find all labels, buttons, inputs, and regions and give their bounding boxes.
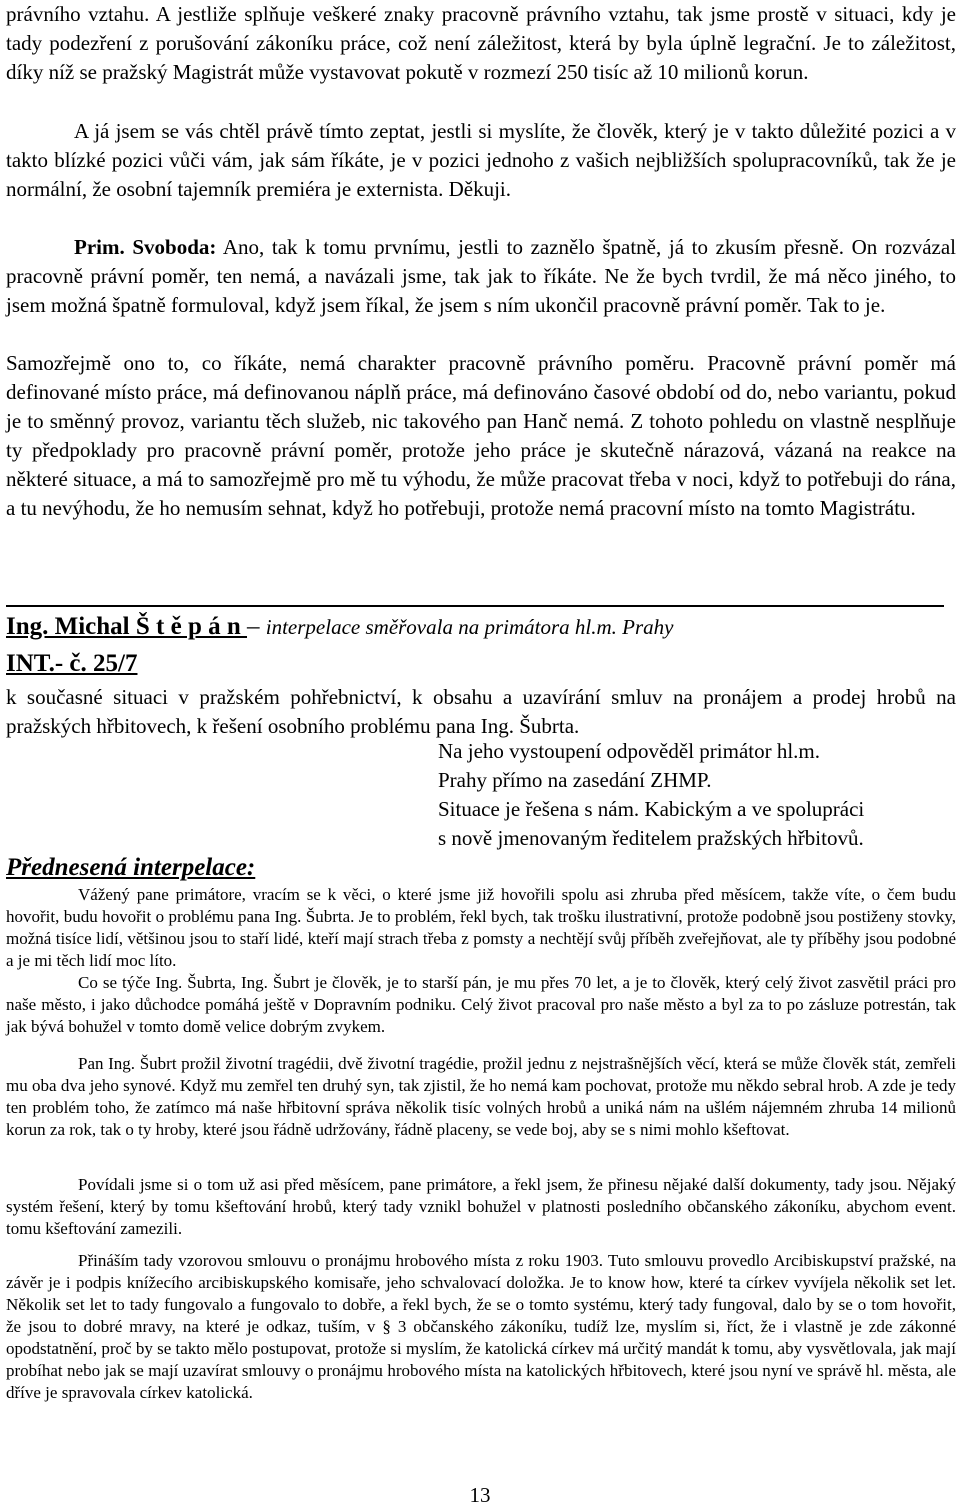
reply-line: s nově jmenovaným ředitelem pražských hřbitovů.	[438, 826, 864, 850]
page-number: 13	[469, 1483, 491, 1507]
presented-heading: Přednesená interpelace:	[6, 854, 256, 881]
reply-line: Situace je řešena s nám. Kabickým a ve spolupráci	[438, 797, 865, 821]
interpellation-number: INT.- č. 25/7	[6, 650, 138, 677]
section-divider	[6, 605, 944, 607]
body-paragraph-1: Vážený pane primátore, vracím se k věci, o které jsme již hovořili spolu asi zhruba před měsícem, takže víte, o čem budu hovořit, budu hovořit o problému pana Ing. Šubrta. Je to problém, řekl bych, tak trošku ilustrativní, protože podobně jsou postiženy stovky, možná tisíce lidí, většinou jsou to staří lidé, kteří mají strach třeba z pomsty a nechtějí svůj příběh zveřejňovat, ale ty příběhy jsou podobné a je mi těch lidí moc líto.	[6, 885, 956, 970]
author-name: Ing. Michal Š t ě p á n	[6, 613, 248, 640]
heading-dash: –	[247, 613, 266, 640]
reply-line: Prahy přímo na zasedání ZHMP.	[438, 768, 712, 792]
reply-note	[438, 737, 958, 853]
directed-to: interpelace směřovala na primátora hl.m. Prahy	[265, 615, 674, 639]
interpellation-heading	[6, 611, 956, 643]
reply-line: Na jeho vystoupení odpověděl primátor hl.m.	[438, 739, 821, 763]
paragraph-top-1: právního vztahu. A jestliže splňuje veškeré znaky pracovně právního vztahu, tak jsme prostě v situaci, kdy je tady podezření z porušování zákoníku práce, což není záležitost, která by byla úplně legrační. Je to záležitost, díky níž se pražský Magistrát může vystavovat pokutě v rozmezí 250 tisíc až 10 milionů korun.	[6, 2, 956, 84]
reply-text: Ano, tak k tomu prvnímu, jestli to zaznělo špatně, já to zkusím přesně. On rozvázal pracovně právní poměr, ten nemá, a navázali jsme, tak jak to říkáte. Ne že bych tvrdil, že má něco jiného, to jsem možná špatně formuloval, když jsem říkal, že jsem s ním ukončil pracovně právní poměr. Tak to je.	[6, 235, 956, 317]
body-paragraph-4: Povídali jsme si o tom už asi před měsícem, pane primátore, a řekl jsem, že přinesu nějaké další dokumenty, tady jsou. Nějaký systém řešení, který by tomu kšeftování hrobů, který tady vznikl bohužel v platnosti posledního občanského zákoníku, abychom event. tomu kšeftování zamezili.	[6, 1175, 956, 1238]
interpellation-subject: k současné situaci v pražském pohřebnictví, k obsahu a uzavírání smluv na pronájem a prodej hrobů na pražských hřbitovech, k řešení osobního problému pana Ing. Šubrta.	[6, 685, 956, 738]
body-paragraph-3: Pan Ing. Šubrt prožil životní tragédii, dvě životní tragédie, prožil jednu z nejstrašnějších věcí, která se může člověk stát, zemřeli mu oba dva jeho synové. Když mu zemřel ten druhý syn, tak zjistil, že ho nemá kam pochovat, protože mu někdo sebral hrob. A zde je tedy ten problém toho, že zatímco má naše hřbitovní správa několik tisíc volných hrobů a uniká nám na ušlém nájemném zhruba 14 milionů korun za rok, tak o ty hroby, které jsou řádně udržovány, řádně placeny, se vede boj, aby se s nimi mohlo kšeftovat.	[6, 1054, 956, 1139]
body-paragraph-5: Přináším tady vzorovou smlouvu o pronájmu hrobového místa z roku 1903. Tuto smlouvu provedlo Arcibiskupství pražské, na závěr je i podpis knížecího arcibiskupského komisaře, jeho schvalovací doložka. Je to know how, které ta církev vyvíjela několik set let. Několik set let to tady fungovalo a fungovalo to dobře, a řekl bych, že se o tomto systému, který tady fungoval, dalo by se o tom hovořit, že jsou to dobré mravy, na které je odkaz, tuším, v § 3 občanského zákoníku, tudíž lze, myslím si, říct, že i vlastně je zde zákonné opodstatnění, proč by se takto mělo postupovat, protože si myslím, že katolická církev má určitý mandát k tomu, aby vysvětlovala, jak mají probíhat nebo jak se mají uzavírat smlouvy o pronájmu hrobového místa na katolických hřbitovech, které jsou nyní ve správě hl. města, ale dříve je spravovala církev katolická.	[6, 1251, 956, 1402]
reply-paragraph	[6, 233, 956, 320]
paragraph-top-3: Samozřejmě ono to, co říkáte, nemá charakter pracovně právního poměru. Pracovně právní poměr má definované místo práce, má definovanou náplň práce, má definováno časové období od do, nebo variantu, pokud je to směnný provoz, variantu těch služeb, nic takového pan Hanč nemá. Z tohoto pohledu on vlastně nesplňuje ty předpoklady pro pracovně právní poměr, protože jeho práce je skutečně nárazová, vázaná na reakce na některé situace, a má to samozřejmě pro mě tu výhodu, že může pracovat třeba v noci, když to potřebuji do rána, a tu nevýhodu, že ho nemusím sehnat, když ho potřebuji, protože nemá pracovní místo na tomto Magistrátu.	[6, 351, 956, 520]
reply-speaker: Prim. Svoboda:	[74, 235, 217, 259]
paragraph-top-2: A já jsem se vás chtěl právě tímto zeptat, jestli si myslíte, že člověk, který je v takto důležité pozici a v takto blízké pozici vůči vám, jak sám říkáte, je v pozici jednoho z vašich nejbližších spolupracovníků, tak že je normální, že osobní tajemník premiéra je externista. Děkuji.	[6, 119, 956, 201]
body-paragraph-2: Co se týče Ing. Šubrta, Ing. Šubrt je člověk, je to starší pán, je mu přes 70 let, a je to člověk, který celý život zasvětil práci pro naše město, i jako důchodce pomáhá ještě v Dopravním podniku. Celý život pracoval pro naše město a byl za to po zásluze potrestán, tak jak bývá bohužel v tomto domě velice dobrým zvykem.	[6, 973, 956, 1036]
